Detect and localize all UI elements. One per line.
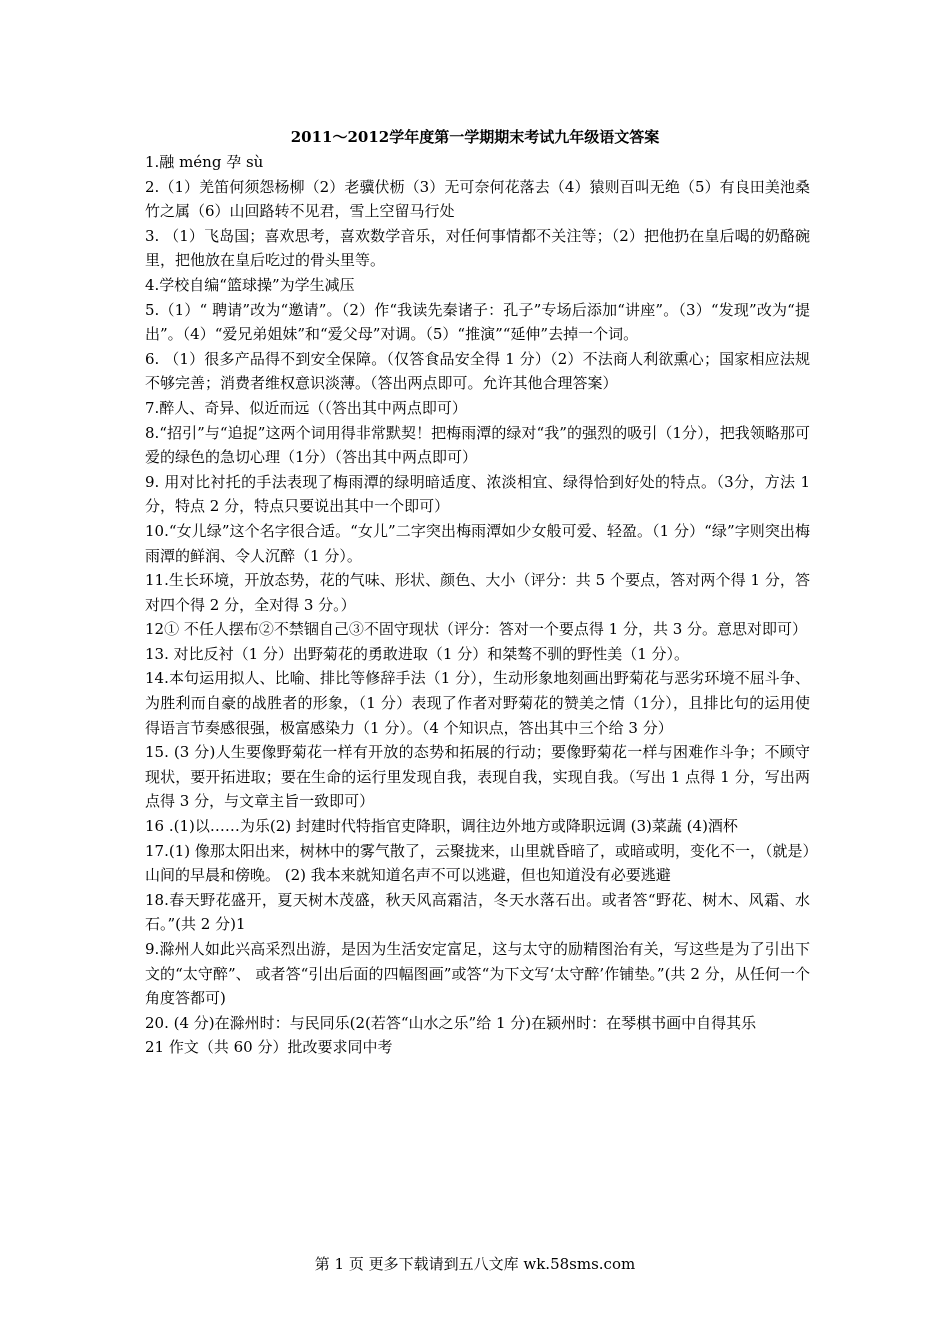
answer-item-14: 14.本句运用拟人、比喻、排比等修辞手法（1 分），生动形象地刻画出野菊花与恶劣环境不屈斗争、为胜利而自豪的战胜者的形象，（1 分）表现了作者对野菊花的赞美之情（1分），且排比句的运用使得语言节奏感很强，极富感染力（1 分）。（4 个知识点，答出其中三个给 3 分） <box>145 669 810 737</box>
answer-item-18: 18.春天野花盛开，夏天树木茂盛，秋天风高霜洁，冬天水落石出。或者答“野花、树木、风霜、水石。”(共 2 分)1 <box>145 890 810 934</box>
answer-item-7: 7.醉人、奇异、似近而远（（答出其中两点即可） <box>145 398 467 417</box>
answer-item-21: 21 作文（共 60 分）批改要求同中考 <box>145 1038 393 1057</box>
answer-item-3: 3. （1）飞岛国；喜欢思考，喜欢数学音乐，对任何事情都不关注等；（2）把他扔在皇后喝的奶酪碗里，把他放在皇后吃过的骨头里等。 <box>145 226 810 270</box>
document-title: 2011～2012学年度第一学期期末考试九年级语文答案 <box>290 128 660 146</box>
answer-item-20: 20. (4 分)在滁州时：与民同乐(2(若答“山水之乐”给 1 分)在颍州时：在琴棋书画中自得其乐 <box>145 1013 757 1032</box>
answer-item-4: 4.学校自编“篮球操”为学生减压 <box>145 275 355 294</box>
answer-item-13: 13. 对比反衬（1 分）出野菊花的勇敢进取（1 分）和桀骜不驯的野性美（1 分）。 <box>145 644 690 663</box>
answer-item-11: 11.生长环境，开放态势，花的气味、形状、颜色、大小（评分：共 5 个要点，答对两个得 1 分，答对四个得 2 分，全对得 3 分。） <box>145 571 810 614</box>
answer-item-17: 17.(1) 像那太阳出来，树林中的雾气散了，云聚拢来，山里就昏暗了，或暗或明，变化不一，（就是）山间的早晨和傍晚。 (2) 我本来就知道名声不可以逃避，但也知道没有必要逃避 <box>145 841 810 885</box>
answer-item-15: 15. (3 分)人生要像野菊花一样有开放的态势和拓展的行动；要像野菊花一样与困难作斗争；不顾守现状，要开拓进取；要在生命的运行里发现自我，表现自我，实现自我。（写出 1 点得 1 分，写出两点得 3 分，与文章主旨一致即可） <box>145 743 810 811</box>
answer-item-16: 16 .(1)以……为乐(2) 封建时代特指官吏降职，调往边外地方或降职远调 (3)菜蔬 (4)酒杯 <box>145 817 738 836</box>
answer-list <box>145 150 810 1060</box>
answer-item-8: 8.“招引”与“追捉”这两个词用得非常默契！把梅雨潭的绿对“我”的强烈的吸引（1分），把我领略那可爱的绿色的急切心理（1分）（答出其中两点即可） <box>145 423 810 467</box>
answer-item-12: 12① 不任人摆布②不禁锢自己③不固守现状（评分：答对一个要点得 1 分，共 3 分。意思对即可） <box>145 620 808 639</box>
answer-item-9: 9. 用对比衬托的手法表现了梅雨潭的绿明暗适度、浓淡相宜、绿得恰到好处的特点。（3分，方法 1 分，特点 2 分，特点只要说出其中一个即可） <box>145 472 810 516</box>
answer-item-5: 5.（1）“ 聘请”改为“邀请”。（2）作“我读先秦诸子：孔子”专场后添加“讲座”。（3）“发现”改为“提出”。（4）“爱兄弟姐妹”和“爱父母”对调。（5）“推演”“延伸”去掉一个词。 <box>145 300 810 344</box>
answer-item-19: 9.滁州人如此兴高采烈出游，是因为生活安定富足，这与太守的励精图治有关，写这些是为了引出下文的“太守醉”、 或者答“引出后面的四幅图画”或答“为下文写‘太守醉’作铺垫。”(共 2 分，从任何一个角度答都可) <box>145 940 810 1008</box>
answer-item-10: 10.“女儿绿”这个名字很合适。“女儿”二字突出梅雨潭如少女般可爱、轻盈。（1 分）“绿”字则突出梅雨潭的鲜润、令人沉醉（1 分）。 <box>145 521 810 565</box>
answer-item-1: 1.融 méng 孕 sù <box>145 153 264 171</box>
answer-item-2: 2.（1）羌笛何须怨杨柳（2）老骥伏枥（3）无可奈何花落去（4）猿则百叫无绝（5）有良田美池桑竹之属（6）山回路转不见君，雪上空留马行处 <box>145 177 810 221</box>
answer-item-6: 6. （1）很多产品得不到安全保障。（仅答食品安全得 1 分）（2）不法商人利欲熏心；国家相应法规不够完善；消费者维权意识淡薄。（答出两点即可。允许其他合理答案） <box>145 349 810 393</box>
page-footer: 第 1 页 更多下载请到五八文库 wk.58sms.com <box>314 1255 636 1273</box>
